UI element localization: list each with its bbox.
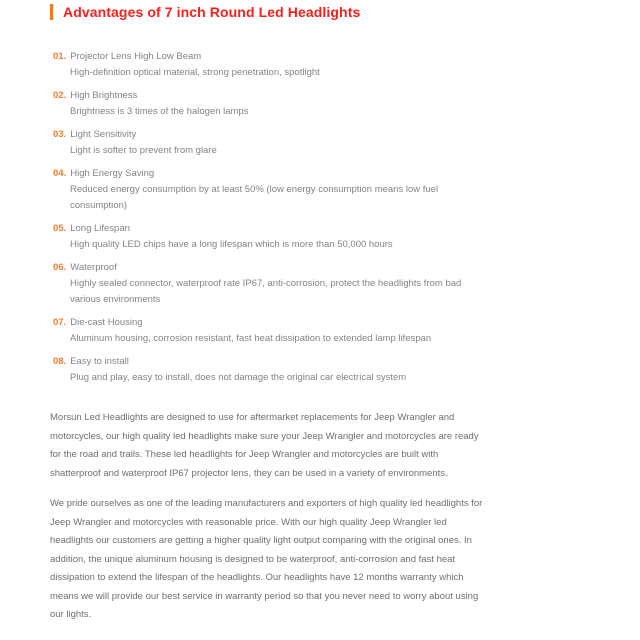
advantage-item: [53, 88, 498, 120]
section-heading: [50, 4, 498, 20]
heading-accent-bar: [50, 4, 53, 20]
advantage-number: 02.: [53, 90, 67, 101]
advantage-title: Die-cast Housing: [70, 317, 143, 328]
body-paragraph: We pride ourselves as one of the leading manufacturers and exporters of high quality led headlights for Jeep Wrangler and motorcycles with reasonable price. With our high quality Jeep Wrangler led headlights our customers are getting a higher quality light output comparing with the original ones. In addition, the unique aluminum housing is designed to be waterproof, anti-corrosion and fast heat dissipation to extend the lifespan of the headlights. Our headlights have 12 months warranty which means we will provide our best service in warranty period so that you never need to worry about using our lights.: [50, 498, 483, 620]
advantage-title: High Energy Saving: [70, 168, 155, 179]
advantage-title-row: [53, 354, 498, 370]
advantage-title: Light Sensitivity: [70, 129, 137, 140]
advantage-number: 06.: [53, 262, 67, 273]
advantage-number: 01.: [53, 51, 67, 62]
advantage-description: Highly sealed connector, waterproof rate IP67, anti-corrosion, protect the headlights from bad various environments: [70, 278, 462, 305]
advantage-item: [53, 166, 498, 214]
advantage-description: Light is softer to prevent from glare: [70, 145, 217, 156]
advantage-number: 04.: [53, 168, 67, 179]
advantage-description: Plug and play, easy to install, does not damage the original car electrical system: [70, 372, 407, 383]
advantage-number: 07.: [53, 317, 67, 328]
advantage-title: Easy to install: [70, 356, 129, 367]
advantage-title: Waterproof: [70, 262, 117, 273]
advantage-number: 05.: [53, 223, 67, 234]
advantage-item: [53, 49, 498, 81]
advantage-item: [53, 354, 498, 386]
advantage-title: Long Lifespan: [70, 223, 130, 234]
advantage-title-row: [53, 49, 498, 65]
advantage-item: [53, 315, 498, 347]
advantage-description: Brightness is 3 times of the halogen lamps: [70, 106, 249, 117]
advantage-item: [53, 221, 498, 253]
advantage-description: High quality LED chips have a long lifespan which is more than 50,000 hours: [70, 239, 393, 250]
advantage-description: High-definition optical material, strong penetration, spotlight: [70, 67, 320, 78]
advantage-description: Reduced energy consumption by at least 50% (low energy consumption means low fuel consumption): [70, 184, 439, 211]
advantage-title-row: [53, 221, 498, 237]
advantage-title-row: [53, 127, 498, 143]
advantage-item: [53, 260, 498, 308]
advantage-description: Aluminum housing, corrosion resistant, fast heat dissipation to extended lamp lifespan: [70, 333, 432, 344]
advantage-number: 08.: [53, 356, 67, 367]
body-paragraph: Morsun Led Headlights are designed to use for aftermarket replacements for Jeep Wrangler and motorcycles, our high quality led headlights make sure your Jeep Wrangler and motorcycles are ready for the road and trails. These led headlights for Jeep Wrangler and motorcycles are built with shatterproof and waterproof IP67 projector lens, they can be used in a variety of environments.: [50, 412, 479, 479]
advantage-title: High Brightness: [70, 90, 138, 101]
advantage-title: Projector Lens High Low Beam: [70, 51, 202, 62]
page-title: Advantages of 7 inch Round Led Headlights: [63, 4, 361, 20]
advantage-number: 03.: [53, 129, 67, 140]
advantage-title-row: [53, 260, 498, 276]
advantage-title-row: [53, 166, 498, 182]
advantage-title-row: [53, 315, 498, 331]
advantage-title-row: [53, 88, 498, 104]
advantages-list: [53, 49, 498, 386]
body-text: [50, 409, 484, 625]
advantage-item: [53, 127, 498, 159]
